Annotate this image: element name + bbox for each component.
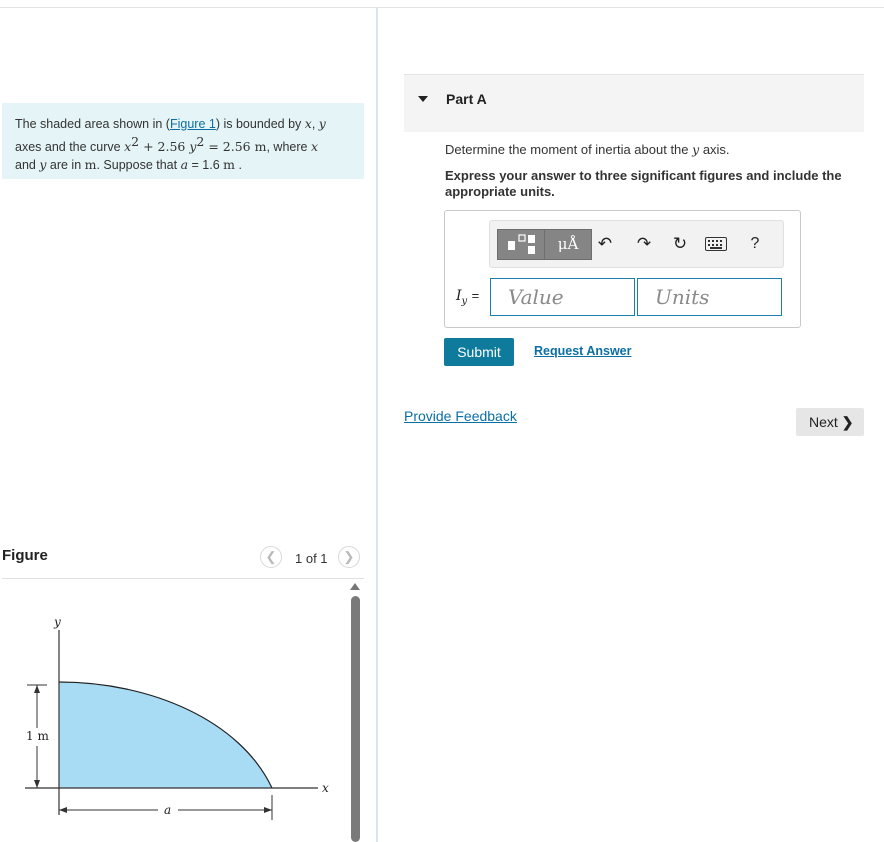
math-var: y [189, 139, 197, 155]
var-subscript: y [461, 295, 468, 307]
math-var: x [124, 139, 132, 155]
value-placeholder: Value [508, 285, 564, 309]
column-divider [376, 8, 378, 842]
reset-icon: ↻ [672, 234, 688, 253]
figure-next-button[interactable] [338, 546, 360, 568]
problem-text: axes and the curve [15, 140, 125, 155]
instruction-text: Express your answer to three significant figures and include the appropriate units. [445, 168, 842, 199]
request-answer-link[interactable]: Request Answer [534, 344, 632, 358]
keyboard-icon [705, 237, 727, 251]
math-var: y [318, 116, 326, 131]
problem-text: , [311, 117, 319, 131]
problem-text: The shaded area shown in ( [15, 117, 170, 131]
math-var: y [39, 157, 47, 173]
problem-text: . Suppose that [96, 158, 181, 173]
figure-title: Figure [2, 547, 48, 564]
math-expr: = 2.56 m [204, 139, 267, 155]
dim-arrow-icon [34, 685, 40, 693]
figure-prev-button[interactable] [260, 546, 282, 568]
templates-icon [498, 230, 544, 259]
redo-button[interactable] [632, 232, 656, 256]
units-placeholder: Units [655, 285, 710, 309]
answer-variable [456, 288, 479, 307]
chevron-right-icon: ❯ [343, 549, 355, 564]
part-a-header[interactable] [404, 74, 864, 132]
height-label: 1 m [26, 729, 49, 743]
math-var: a [180, 157, 189, 173]
top-border [0, 7, 884, 8]
value-input[interactable] [490, 278, 635, 316]
math-unit: m [84, 157, 97, 173]
question-part: axis. [699, 142, 730, 157]
equals-sign: = [471, 288, 480, 303]
figure-scrollbar[interactable] [351, 596, 360, 842]
keyboard-button[interactable] [704, 232, 728, 256]
problem-statement: The shaded area shown in (Figure 1) is bounded by x, y axes and the curve $x^2 + 2.56$ $y^2 = 2.56$ m, where x and y are in m. Suppose that a = 1.6 m . [2, 103, 364, 179]
submit-button[interactable]: Submit [444, 338, 514, 366]
dim-arrow-icon [34, 780, 40, 788]
dim-arrow-icon [59, 807, 67, 813]
math-var: y [692, 142, 700, 157]
problem-text: are in [46, 158, 85, 173]
undo-icon: ↶ [597, 234, 613, 253]
math-var: x [310, 139, 318, 155]
part-a-label: Part A [446, 91, 487, 107]
collapse-triangle-icon[interactable] [418, 96, 428, 102]
problem-text: . [235, 158, 242, 173]
width-label: a [164, 803, 172, 817]
redo-icon: ↷ [636, 234, 652, 253]
provide-feedback-link[interactable]: Provide Feedback [404, 408, 517, 424]
figure-separator [2, 578, 364, 579]
question-part: Determine the moment of inertia about the [445, 142, 693, 157]
shaded-area [59, 682, 272, 788]
next-label: Next [809, 414, 838, 430]
figure-pager: 1 of 1 [295, 551, 328, 566]
math-expr: + 2.56 [139, 139, 190, 155]
question-text [445, 142, 730, 157]
units-input[interactable] [637, 278, 782, 316]
math-unit: m [223, 157, 235, 173]
scroll-up-arrow-icon[interactable] [350, 583, 360, 590]
problem-text: = 1.6 [188, 158, 224, 173]
reset-button[interactable] [668, 232, 692, 256]
var-symbol: I [456, 288, 462, 304]
dim-arrow-icon [264, 807, 272, 813]
math-var: x [304, 116, 312, 131]
templates-button[interactable] [497, 229, 545, 260]
next-button[interactable] [796, 408, 864, 436]
y-axis-label: y [54, 615, 61, 629]
help-button[interactable]: ? [750, 235, 760, 252]
undo-button[interactable] [593, 232, 617, 256]
problem-text: and [15, 158, 40, 173]
x-axis-label: x [322, 781, 329, 795]
chevron-right-icon: ❯ [841, 414, 854, 430]
problem-text: , where [266, 140, 311, 155]
figure-diagram [0, 600, 350, 842]
math-toolbar [489, 220, 784, 268]
units-button[interactable]: μÅ [544, 229, 592, 260]
figure-link[interactable]: Figure 1 [169, 117, 216, 131]
chevron-left-icon: ❮ [265, 549, 277, 564]
problem-text: ) is bounded by [215, 117, 305, 131]
